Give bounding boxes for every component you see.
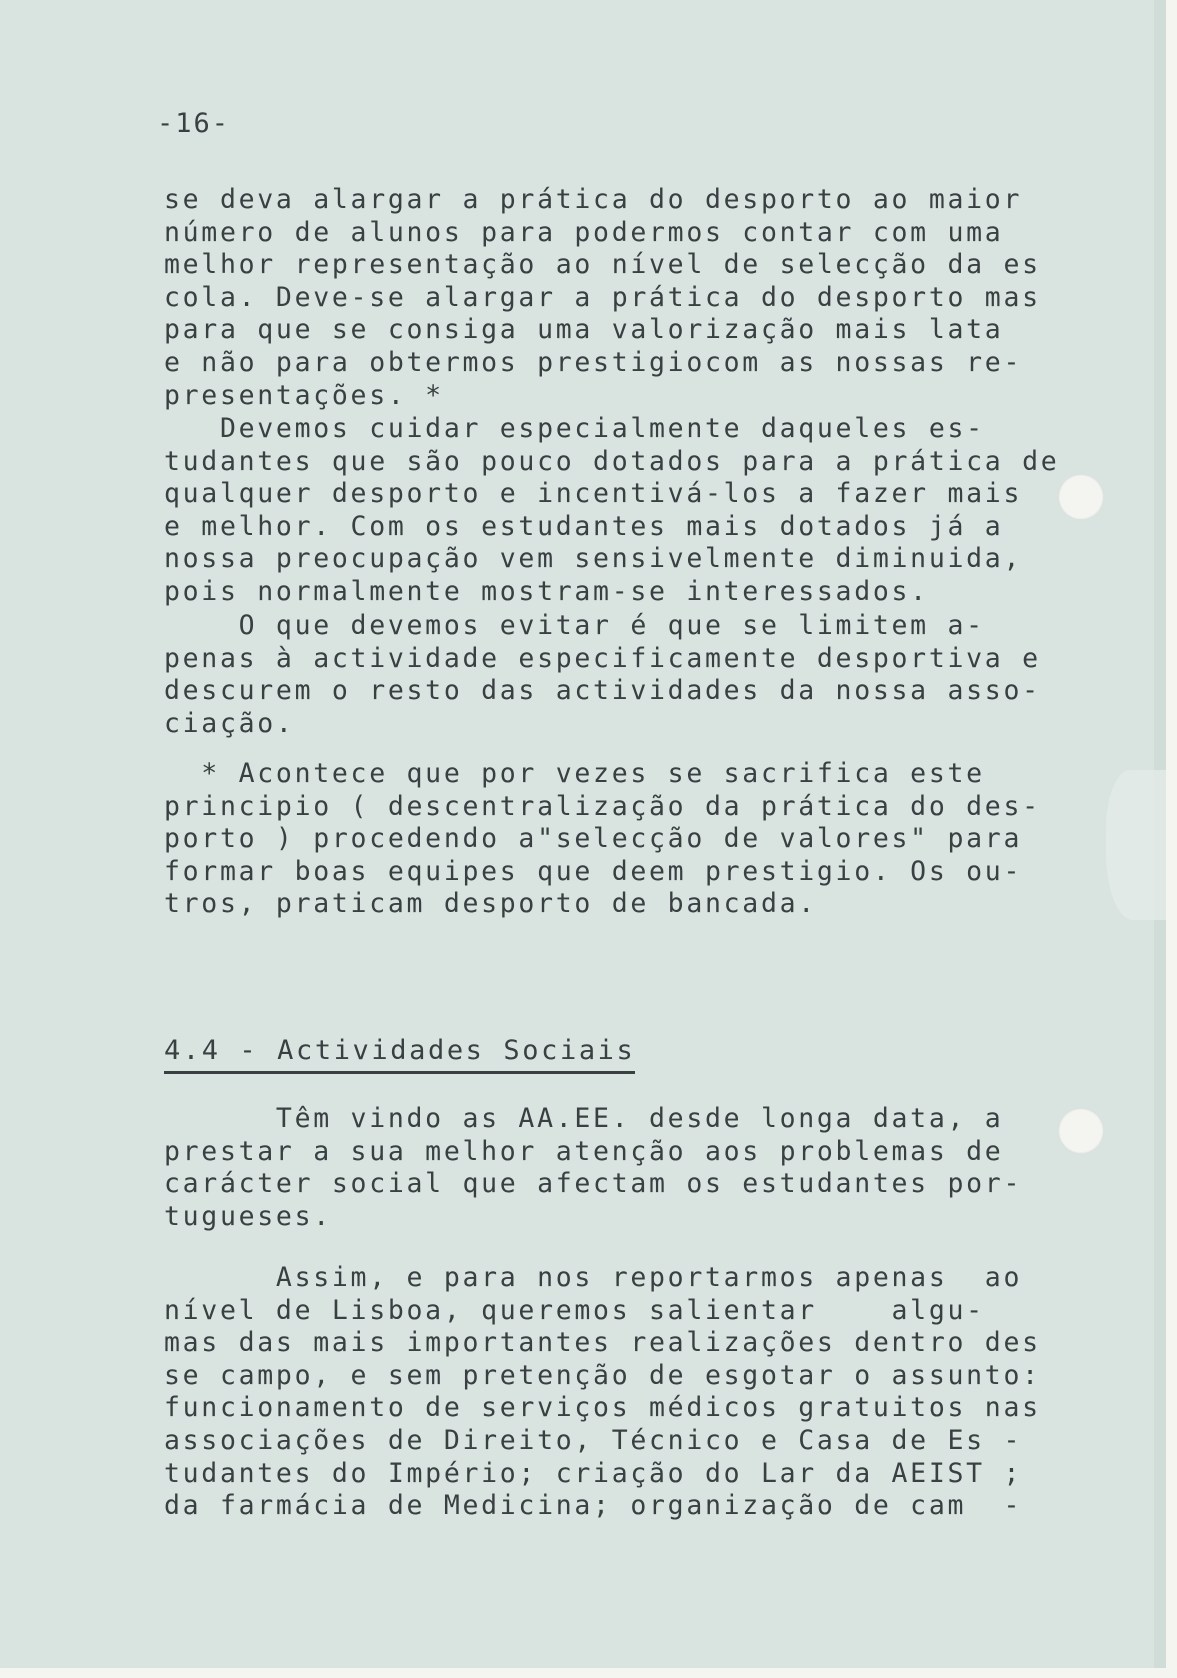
text-line: tugueses.	[164, 1200, 332, 1232]
text-line: descurem o resto das actividades da nossa asso-	[164, 675, 1041, 707]
text-line: ciação.	[164, 707, 295, 739]
text-line: nível de Lisboa, queremos salientar algu-	[164, 1294, 985, 1326]
text-line: O que devemos evitar é que se limitem a-	[164, 610, 985, 641]
text-line: mas das mais importantes realizações dentro des	[164, 1327, 1041, 1359]
paragraph-desporto-alargar	[164, 184, 1094, 412]
text-line: prestar a sua melhor atenção aos problemas de	[164, 1135, 1004, 1167]
text-line: se campo, e sem pretenção de esgotar o assunto:	[164, 1359, 1041, 1391]
text-line: associações de Direito, Técnico e Casa de Es -	[164, 1424, 1023, 1456]
text-line: Assim, e para nos reportarmos apenas ao	[164, 1262, 1023, 1293]
footnote	[164, 758, 1094, 921]
text-line: tudantes que são pouco dotados para a prática de	[164, 445, 1060, 477]
paragraph-lisboa	[164, 1262, 1094, 1523]
text-line: cola. Deve-se alargar a prática do desporto mas	[164, 281, 1041, 313]
text-line: melhor representação ao nível de selecção da es	[164, 249, 1041, 281]
text-line: número de alunos para podermos contar com uma	[164, 216, 1004, 248]
text-line: * Acontece que por vezes se sacrifica este	[164, 758, 985, 789]
text-line: carácter social que afectam os estudantes por-	[164, 1168, 1023, 1200]
text-line: Têm vindo as AA.EE. desde longa data, a	[164, 1103, 1004, 1134]
text-line: e não para obtermos prestigiocom as nossas re-	[164, 346, 1023, 378]
text-line: da farmácia de Medicina; organização de cam -	[164, 1490, 1023, 1522]
text-line: funcionamento de serviços médicos gratuitos nas	[164, 1392, 1041, 1424]
text-line: se deva alargar a prática do desporto ao maior	[164, 184, 1023, 215]
text-line: tudantes do Império; criação do Lar da AEIST ;	[164, 1457, 1023, 1489]
section-heading: 4.4 - Actividades Sociais	[164, 1035, 635, 1074]
text-line: penas à actividade especificamente desportiva e	[164, 642, 1041, 674]
paper-tear-mark	[1106, 770, 1166, 920]
text-line: Devemos cuidar especialmente daqueles es-	[164, 413, 985, 444]
text-line: e melhor. Com os estudantes mais dotados já a	[164, 510, 1004, 542]
text-line: principio ( descentralização da prática do des-	[164, 790, 1041, 822]
page-number: -16-	[157, 108, 231, 139]
paragraph-evitar	[164, 610, 1094, 740]
text-line: para que se consiga uma valorização mais lata	[164, 314, 1004, 346]
text-line: pois normalmente mostram-se interessados.	[164, 575, 929, 607]
text-line: formar boas equipes que deem prestigio. Os ou-	[164, 855, 1023, 887]
paragraph-estudantes-dotados	[164, 413, 1094, 609]
text-line: nossa preocupação vem sensivelmente diminuida,	[164, 543, 1023, 575]
text-line: presentações. *	[164, 379, 444, 411]
paragraph-aa-ee	[164, 1103, 1094, 1233]
text-line: qualquer desporto e incentivá-los a fazer mais	[164, 478, 1023, 510]
text-line: tros, praticam desporto de bancada.	[164, 888, 817, 920]
text-line: porto ) procedendo a"selecção de valores" para	[164, 823, 1023, 855]
